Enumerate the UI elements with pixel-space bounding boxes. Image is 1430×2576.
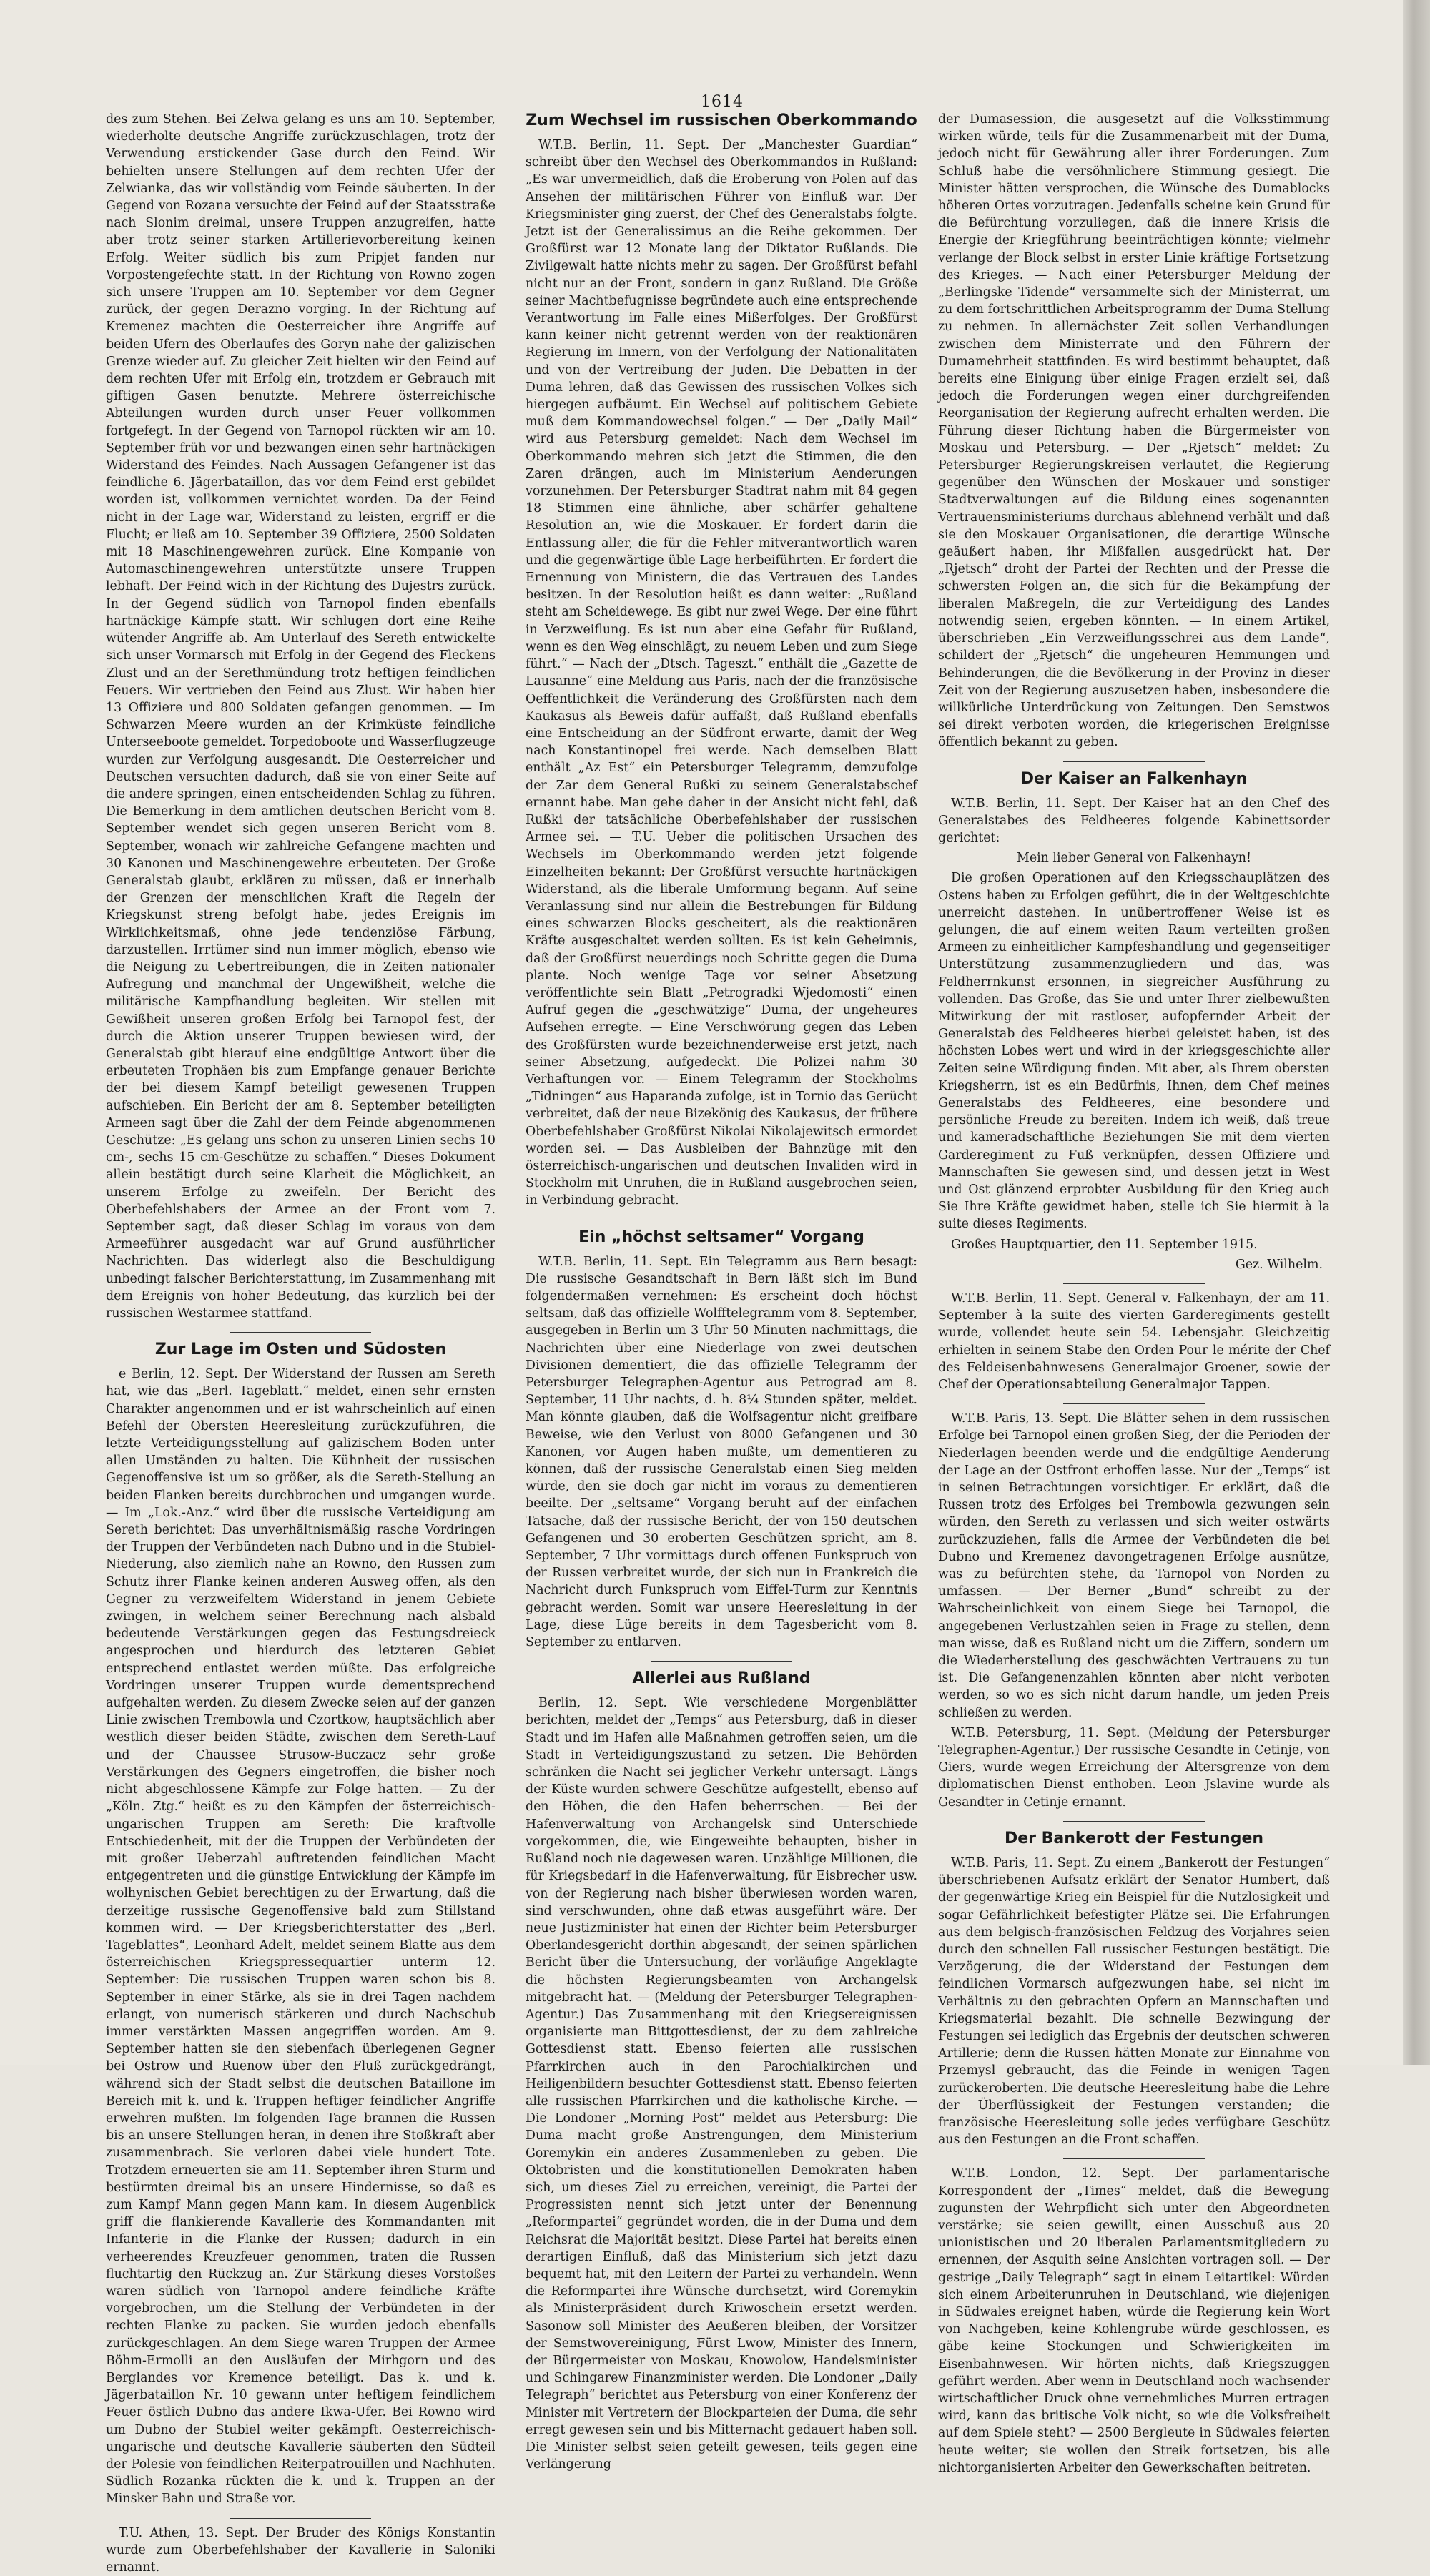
column-3 (938, 111, 1330, 2475)
article-paragraph: W.T.B. Berlin, 11. Sept. Der „Manchester Guardian“ schreibt über den Wechsel des Oberkommandos in Rußland: „Es war unvermeidlich, daß die Eroberung von Polen auf das Ansehen der militärischen Führer von Einfluß war. Der Kriegsminister ging zuerst, der Chef des Generalstabs folgte. Jetzt ist der Generalissimus an die Reihe gekommen. Der Großfürst war 12 Monate lang der Diktator Rußlands. Die Zivilgewalt hatte nichts mehr zu sagen. Der Großfürst befahl nicht nur an der Front, sondern in ganz Rußland. Die Größe seiner Machtbefugnisse begründete auch eine entsprechende Verantwortung im Falle eines Mißerfolges. Der Großfürst kann keiner nicht getrennt werden von der reaktionären Regierung im Innern, von der Verfolgung der Nationalitäten und von der Vertreibung der Juden. Die Debatten in der Duma lehren, daß das Gewissen des russischen Volkes sich hiergegen aufbäumt. Ein Wechsel auf politischem Gebiete muß dem Kommandowechsel folgen.“ — Der „Daily Mail“ wird aus Petersburg gemeldet: Nach dem Wechsel im Oberkommando mehren sich jetzt die Stimmen, die den Zaren drängen, auch im Ministerium Aenderungen vorzunehmen. Der Petersburger Stadtrat nahm mit 84 gegen 18 Stimmen eine ähnliche, aber schärfer gehaltene Resolution an, wie die Moskauer. Er fordert darin die Entlassung aller, die für die Fehler mitverantwortlich waren und die gegenwärtige üble Lage herbeiführten. Er fordert die Ernennung von Ministern, die das Vertrauen des Landes besitzen. In der Resolution heißt es dann weiter: „Rußland steht am Scheidewege. Es gibt nur zwei Wege. Der eine führt in Verzweiflung. Es ist nun aber eine Gefahr für Rußland, wenn es den Weg einschlägt, zu neuem Leben und zum Siege führt.“ — Nach der „Dtsch. Tageszt.“ enthält die „Gazette de Lausanne“ eine Meldung aus Paris, nach der die französische Oeffentlichkeit die Veränderung des Großfürsten nach dem Kaukasus als Beweis dafür auffaßt, daß Rußland ebenfalls eine Entscheidung an der Südfront erwarte, damit der Weg nach Konstantinopel frei werde. Nach demselben Blatt enthält „Az Est“ ein Petersburger Telegramm, demzufolge der Zar dem General Rußki zu seinem Generalstabschef ernannt habe. Man gehe daher in der Ansicht nicht fehl, daß Rußki der tatsächliche Oberbefehlshaber der russischen Armee sei. — T.U. Ueber die politischen Ursachen des Wechsels im Oberkommando werden jetzt folgende Einzelheiten bekannt: Der Großfürst versuchte hartnäckigen Widerstand, als die liberale Umformung begann. Auf seine Veranlassung sind nur allein die Bestrebungen für Bildung eines schwarzen Blocks gescheitert, als die reaktionären Kräfte ausgeschaltet werden sollten. Es ist kein Geheimnis, daß der Großfürst neuerdings noch Schritte gegen die Duma plante. Noch wenige Tage vor seiner Absetzung veröffentlichte sein Blatt „Petrogradki Wjedomosti“ einen Aufruf gegen die „geschwätzige“ Duma, der ungeheures Aufsehen erregte. — Eine Verschwörung gegen das Leben des Großfürsten wurde bezeichnenderweise erst jetzt, nach seiner Absetzung, aufgedeckt. Die Polizei nahm 30 Verhaftungen vor. — Einem Telegramm der Stockholms „Tidningen“ aus Haparanda zufolge, ist in Tornio das Gerücht verbreitet, daß der neue Bizekönig des Kaukasus, der frühere Oberbefehlshaber Großfürst Nikolai Nikolajewitsch ermordet worden sei. — Das Ausbleiben der Bahnzüge mit den österreichisch-ungarischen und deutschen Invaliden wird in Stockholm mit Unruhen, die in Rußland ausgebrochen seien, in Verbindung gebracht. (526, 138, 917, 1208)
page-number: 1614 (701, 93, 744, 111)
section-divider (1063, 1283, 1204, 1284)
letter-signature: Gez. Wilhelm. (1235, 1257, 1323, 1272)
column-1 (106, 111, 495, 2575)
article-paragraph: W.T.B. Petersburg, 11. Sept. (Meldung der Petersburger Telegraphen-Agentur.) Der russische Gesandte in Cetinje, von Giers, wurde wegen Erreichung der Altersgrenze von dem diplomatischen Dienst enthoben. Leon Jslavine wurde als Gesandter in Cetinje ernannt. (938, 1725, 1330, 1810)
article-paragraph: W.T.B. London, 12. Sept. Der parlamentarische Korrespondent der „Times“ meldet, daß die Bewegung zugunsten der Wehrpflicht sich unter den Abgeordneten verstärke; sie seien gewillt, einen Ausschuß aus 20 unionistischen und 20 liberalen Parlamentsmitgliedern zu ernennen, der Asquith seine Ansichten vortragen soll. — Der gestrige „Daily Telegraph“ sagt in einem Leitartikel: Würden sich einem Arbeiterunruhen in Deutschland, wie diejenigen in Südwales ereignet haben, würde die Regierung kein Wort von Nachgeben, keine Kohlengrube würde geschlossen, es gäbe keine Stockungen und Schwierigkeiten im Eisenbahnwesen. Wir hörten nichts, daß Kriegszuggen geführt werden. Aber wenn in Deutschland noch wachsender wirtschaftlicher Druck ohne vernehmliches Murren ertragen wird, kann das britische Volk nicht, so wie die Volksfreiheit auf dem Spiele steht? — 2500 Bergleute in Südwales feierten heute weiter; sie wollen den Streik fortsetzen, bis alle nichtorganisierten Arbeiter den Gewerkschaften beitreten. (938, 2166, 1330, 2475)
section-divider (1063, 1403, 1204, 1404)
headline-lage-osten: Zur Lage im Osten und Südosten (154, 1341, 447, 1359)
article-paragraph: W.T.B. Paris, 11. Sept. Zu einem „Bankerott der Festungen“ überschriebenen Aufsatz erklärt der Senator Humbert, daß der gegenwärtige Krieg ein Beispiel für die Nutzlosigkeit und sogar Gefährlichkeit befestigter Plätze sei. Die Erfahrungen aus dem belgisch-französischen Feldzug des Vorjahres seien durch den schnellen Fall russischer Festungen bestätigt. Die Verzögerung, die der Widerstand der Festungen dem feindlichen Vormarsch aufgezwungen habe, sei nicht im Verhältnis zu den gebrachten Opfern an Mannschaften und Kriegsmaterial bezahlt. Die schnelle Bezwingung der Festungen sei lediglich das Ergebnis der deutschen schweren Artillerie; denn die Russen hätten Monate zur Einnahme von Przemysl gebraucht, das die Feinde in wenigen Tagen zurückeroberten. Die deutsche Heeresleitung habe die Lehre der Überflüssigkeit der Festungen verstanden; die französische Heeresleitung solle jedes verfügbare Geschütz aus den Festungen an die Front schaffen. (938, 1855, 1330, 2148)
col3-continuation-text: der Dumasession, die ausgesetzt auf die Volksstimmung wirken würde, teils für die Zusammenarbeit mit der Duma, jedoch nicht für Gewährung aller ihrer Forderungen. Zum Schluß habe die versöhnlichere Stimmung gesiegt. Die Minister hätten versprochen, die Wünsche des Dumablocks höheren Ortes vorzutragen. Jedenfalls scheine kein Grund für die Befürchtung vorzuliegen, daß die innere Krisis die Energie der Kriegführung beeinträchtigen könnte; vielmehr verlange der Block selbst in erster Linie kräftige Fortsetzung des Krieges. — Nach einer Petersburger Meldung der „Berlingske Tidende“ versammelte sich der Ministerrat, um zu dem fortschrittlichen Arbeitsprogramm der Duma Stellung zu nehmen. In allernächster Zeit sollen Verhandlungen zwischen dem Ministerrate und den Führern der Dumamehrheit stattfinden. Es wird bestimmt behauptet, daß bereits eine Einigung über einige Fragen erzielt sei, daß jedoch die Forderungen wegen einer durchgreifenden Reorganisation der Regierung aufrecht erhalten werden. Die Führung dieser Richtung haben die Bürgermeister von Moskau und Petersburg. — Der „Rjetsch“ meldet: Zu Petersburger Regierungskreisen verlautet, die Regierung gegenüber den Wünschen der Moskauer und sonstiger Stadtverwaltungen auf die Bildung eines sogenannten Vertrauensministeriums durchaus ablehnend verhält und daß sie den Moskauer Organisationen, die derartige Wünsche geäußert haben, ihr Mißfallen ausgedrückt hat. Der „Rjetsch“ droht der Partei der Rechten und der Presse die schwersten Folgen an, die sich für die Bekämpfung der liberalen Maßregeln, die zur Verteidigung des Landes notwendig seien, ergeben könnten. — In einem Artikel, überschrieben „Ein Verzweiflungsschrei aus dem Lande“, schildert der „Rjetsch“ die ungeheuren Hemmungen und Behinderungen, die die Bevölkerung in der Provinz in dieser Zeit von der Regierung auszusetzen haben, insbesondere die willkürliche Unterdrückung von Zeitungen. Den Semstwos sei direkt verboten worden, die kriegerischen Ereignisse öffentlich bekannt zu geben. (938, 112, 1330, 750)
article-paragraph: e Berlin, 12. Sept. Der Widerstand der Russen am Sereth hat, wie das „Berl. Tageblatt.“ meldet, einen sehr ernsten Charakter angenommen und er ist wahrscheinlich auf einen Befehl der Obersten Heeresleitung zurückzuführen, die letzte Verteidigungsstellung auf galizischem Boden unter allen Umständen zu halten. Die Kühnheit der russischen Gegenoffensive ist um so größer, als die Sereth-Stellung an beiden Flanken bereits durchbrochen und umgangen wurde. — Im „Lok.-Anz.“ wird über die russische Verteidigung am Sereth berichtet: Das unverhältnismäßig rasche Vordringen der Truppen der Verbündeten nach Dubno und in die Stubiel-Niederung, also ziemlich nahe an Rowno, den Russen zum Schutz ihrer Flanke keinen anderen Ausweg offen, als den Gegner zu verzweifeltem Widerstand in jenem Gebiete zwingen, in welchem seiner Berechnung nach alsbald bedeutende Verstärkungen gegen das Festungsdreieck angesprochen und hierdurch des letzteren Gebiet entsprechend entlastet werden müßte. Das erfolgreiche Vordringen unserer Truppen wurde dementsprechend aufgehalten werden. Zu diesem Zwecke seien auf der ganzen Linie zwischen Trembowla und Czortkow, hauptsächlich aber westlich dieser beiden Städte, zwischen dem Sereth-Lauf und der Chaussee Strusow-Buczacz sehr große Verstärkungen des Gegners eingetroffen, die bisher noch nicht abgeschlossene Kämpfe zur Folge hatten. — Zu der „Köln. Ztg.“ heißt es zu den Kämpfen der österreichisch-ungarischen Truppen am Sereth: Die kraftvolle Entschiedenheit, mit der die Truppen der Verbündeten der mit großer Ueberzahl auftretenden feindlichen Macht entgegentreten und die günstige Entwicklung der Kämpfe im wolhynischen Gebiet berechtigen zu der Erwartung, daß die derzeitige russische Gegenoffensive bald zum Stillstand kommen wird. — Der Kriegsberichterstatter des „Berl. Tageblattes“, Leonhard Adelt, meldet seinem Blatte aus dem österreichischen Kriegspressequartier unterm 12. September: Die russischen Truppen waren schon bis 8. September in einer Stärke, als sie in drei Tagen nachdem erlangt, von numerisch stärkeren und durch Nachschub immer verstärkten Massen angegriffen worden. Am 9. September hatten sie den siebenfach überlegenen Gegner bei Ostrow und Ruenow über den Fluß zurückgedrängt, während sich der Stadt selbst die deutschen Bataillone im Bereich mit k. und k. Truppen heftiger feindlicher Angriffe erwehren mußten. Im folgenden Tage brannen die Russen bis an unsere Stellungen heran, in denen ihre Stoßkraft aber zusammenbrach. Sie verloren dabei viele hundert Tote. Trotzdem erneuerten sie am 11. September ihren Sturm und bestürmten dreimal bis an unsere Hindernisse, so daß es zum Kampf Mann gegen Mann kam. In diesem Augenblick griff die flankierende Kavallerie des Kommandanten mit Infanterie in die Flanke der Russen; dadurch in ein verheerendes Kreuzfeuer genommen, traten die Russen fluchtartig den Rückzug an. Zur Stärkung dieses Vorstoßes waren südlich von Tarnopol andere feindliche Kräfte vorgebrochen, um die Stellung der Verbündeten in der rechten Flanke zu packen. Sie wurden jedoch ebenfalls zurückgeschlagen. An dem Siege waren Truppen der Armee Böhm-Ermolli an den Ausläufen der Mirhgorn und des Berglandes vor Kremence beteiligt. Das k. und k. Jägerbataillon Nr. 10 gewann unter heftigem feindlichem Feuer östlich Dubno das andere Ikwa-Ufer. Bei Rowno wird um Dubno der Stubiel weiter gekämpft. Oesterreichisch-ungarische und deutsche Kavallerie säuberten den Südteil der Polesie von feindlichen Reiterpatrouillen und Nachhuten. Südlich Rozanka rückten die k. und k. Truppen an der Minsker Bahn und Straße vor. (106, 1367, 495, 2507)
section-divider (651, 1661, 792, 1662)
col1-intro-text: des zum Stehen. Bei Zelwa gelang es uns am 10. September, wiederholte deutsche Angriffe zurückzuschlagen, trotz der Verwendung erstickender Gase durch den Feind. Wir behielten unsere Stellungen auf dem rechten Ufer der Zelwianka, das wir vollständig vom Feinde säuberten. In der Gegend von Rozana versuchte der Feind auf der Staatsstraße nach Slonim dreimal, unsere Truppen anzugreifen, hatte aber trotz seiner starken Artillerievorbereitung keinen Erfolg. Weiter südlich bis zum Pripjet fanden nur Vorpostengefechte statt. In der Richtung von Rowno zogen sich unsere Truppen am 10. September vor dem Gegner zurück, der gegen Derazno vorging. In der Richtung auf Kremenez machten die Oesterreicher ihre Angriffe auf beiden Ufern des Oberlaufes des Goryn nahe der galizischen Grenze wieder auf. Zu gleicher Zeit hielten wir den Feind auf dem rechten Ufer mit Erfolg ein, trotzdem er Gebrauch mit giftigen Gasen benutzte. Mehrere österreichische Abteilungen wurden durch unser Feuer vollkommen fortgefegt. In der Gegend von Tarnopol rückten wir am 10. September früh vor und bezwangen einen sehr hartnäckigen Widerstand des Feindes. Nach Aussagen Gefangener ist das feindliche 6. Jägerbataillon, das vor dem Feind erst gebildet worden ist, vollkommen vernichtet worden. Da der Feind nicht in der Lage war, Widerstand zu leisten, ergriff er die Flucht; er ließ am 10. September 39 Offiziere, 2500 Soldaten mit 18 Maschinengewehren zurück. Eine Kompanie von Automaschinengewehren unterstützte unsere Truppen lebhaft. Der Feind wich in der Richtung des Dujestrs zurück. In der Gegend südlich von Tarnopol finden ebenfalls hartnäckige Kämpfe statt. Wir schlugen dort eine Reihe wütender Angriffe ab. Am Unterlauf des Sereth entwickelte sich unser Vormarsch mit Erfolg in der Gegend des Fleckens Zlust und an der Serethmündung trotz heftigen feindlichen Feuers. Wir vertrieben den Feind aus Zlust. Wir haben hier 13 Offiziere und 800 Soldaten gefangen genommen. — Im Schwarzen Meere wurden an der Krimküste feindliche Unterseeboote gemeldet. Torpedoboote und Wasserflugzeuge wurden zur Verfolgung ausgesandt. Die Oesterreicher und Deutschen versuchten dadurch, daß sie von einer Seite auf die andere springen, einen entscheidenden Schlag zu führen. Die Bemerkung in dem amtlichen deutschen Bericht vom 8. September wendet sich gegen unseren Bericht vom 8. September, wonach wir zahlreiche Gefangene machten und 30 Kanonen und Maschinengewehre erbeuteten. Der Große Generalstab glaubt, erklären zu müssen, daß er innerhalb der Grenzen der menschlichen Kraft die Regeln der Kriegskunst streng befolgt habe, jedes Ereignis im Wirklichkeitsmaß, ohne jede tendenziöse Färbung, darzustellen. Irrtümer sind nun immer möglich, ebenso wie die Neigung zu Uebertreibungen, die in Zeiten nationaler Aufregung und manchmal der Ungewißheit, welche die militärische Kampfhandlung begleiten. Wir stellen mit Gewißheit unseren großen Erfolg bei Tarnopol fest, der durch die Aktion unserer Truppen bewiesen wird, der Generalstab gibt hierauf eine endgültige Antwort über die erbeuteten Trophäen bis zum Empfange genauer Berichte der bei diesem Kampf beteiligt gewesenen Truppen aufschieben. Ein Bericht der am 8. September beteiligten Armeen sagt über die Zahl der dem Feinde abgenommenen Geschütze: „Es gelang uns schon zu unseren Linien sechs 10 cm-, sechs 15 cm-Geschütze zu schaffen.“ Dieses Dokument allein bestätigt durch seine Klarheit die Möglichkeit, an unserem Erfolge zu zweifeln. Der Bericht des Oberbefehlshabers der Armee an der Front vom 7. September sagt, daß dieser Schlag im voraus von dem Armeeführer ausgedacht war auf Grund ausführlicher Nachrichten. Das widerlegt also die Beschuldigung unbedingt falscher Berichterstattung, im Zusammenhang mit dem Ereignis von hoher Bedeutung, das kürzlich bei der russischen Westarmee stattfand. (106, 112, 495, 1321)
section-divider (230, 2518, 370, 2519)
headline-allerlei-russland: Allerlei aus Rußland (632, 1669, 811, 1688)
column-2 (526, 111, 917, 2472)
article-paragraph: W.T.B. Berlin, 11. Sept. Ein Telegramm aus Bern besagt: Die russische Gesandtschaft in Bern läßt sich im Bund folgendermaßen vernehmen: Es erscheint doch höchst seltsam, daß das offizielle Wolfftelegramm vom 8. September, ausgegeben in Berlin um 3 Uhr 50 Minuten nachmittags, die Nachrichten über eine Niederlage von zwei deutschen Divisionen dementiert, die das offizielle Telegramm der Petersburger Telegraphen-Agentur aus Petrograd am 8. September, 11 Uhr nachts, d. h. 8¼ Stunden später, meldet. Man könnte glauben, daß die Wolfsagentur nicht greifbare Beweise, wie den Verlust von 8000 Gefangenen und 30 Kanonen, vor Augen haben mußte, um dementieren zu können, daß der russische Generalstab einen Sieg melden würde, den sie doch gar nicht im voraus zu dementieren beeilte. Der „seltsame“ Vorgang beruht auf der einfachen Tatsache, daß der russische Bericht, der von 150 deutschen Gefangenen und 30 eroberten Geschützen spricht, am 8. September, 7 Uhr vormittags durch offenen Funkspruch von der Russen verbreitet wurde, der sich nun in Frankreich die Nachricht durch Funkspruch vom Eiffel-Turm zur Kenntnis gebracht werden. Somit war unsere Heeresleitung in der Lage, diese Lüge bereits in dem Tagesbericht vom 8. September zu entlarven. (526, 1254, 917, 1650)
letter-salutation: Mein lieber General von Falkenhayn! (1017, 851, 1251, 866)
headline-wechsel-oberkommando: Zum Wechsel im russischen Oberkommando (526, 112, 917, 129)
headline-seltsamer-vorgang: Ein „höchst seltsamer“ Vorgang (578, 1228, 864, 1246)
article-paragraph: Berlin, 12. Sept. Wie verschiedene Morgenblätter berichten, meldet der „Temps“ aus Petersburg, daß in dieser Stadt und im Hafen alle Maßnahmen getroffen seien, um die Stadt in Verteidigungszustand zu setzen. Die Behörden schränken die Nacht sei jeglicher Verkehr untersagt. Längs der Küste wurden schwere Geschütze aufgestellt, ebenso auf den Höhen, die den Hafen beherrschen. — Bei der Hafenverwaltung von Archangelsk sind Unterschiede vorgekommen, die, wie Eingeweihte behaupten, bisher in Rußland noch nie dagewesen waren. Unzählige Millionen, die für Kriegsbedarf in die Hafenverwaltung, für Eisbrecher usw. von der Regierung nach bisher überwiesen worden waren, sind verschwunden, ohne daß etwas ausgeführt wäre. Der neue Justizminister hat einen der Richter beim Petersburger Oberlandesgericht dorthin abgesandt, der seinen spärlichen Bericht über die Untersuchung, der vorläufige Angeklagte die höchsten Regierungsbeamten von Archangelsk mitgebracht hat. — (Meldung der Petersburger Telegraphen-Agentur.) Das Zusammenhang mit den Kriegsereignissen organisierte man Bittgottesdienst, der zu dem zahlreiche Gottesdienst statt. Ebenso feierten alle russischen Pfarrkirchen auch in den Parochialkirchen und Heiligenbildern besuchter Gottesdienst statt. Ebenso feierten alle russischen Pfarrkirchen und die katholische Kirche. — Die Londoner „Morning Post“ meldet aus Petersburg: Die Duma macht große Anstrengungen, dem Ministerium Goremykin ein anderes Zusammenleben zu geben. Die Oktobristen und die konstitutionellen Demokraten haben sich, um dieses Ziel zu erreichen, vereinigt, die Partei der Progressisten nennt sich jetzt unter der Benennung „Reformpartei“ gegründet worden, die in der Duma und dem Reichsrat die Majorität besitzt. Diese Partei hat bereits einen derartigen Einfluß, daß das Ministerium sich jetzt dazu bequemt hat, mit den Leitern der Partei zu verhandeln. Wenn die Reformpartei ihre Wünsche durchsetzt, wird Goremykin als Ministerpräsident durch Kriwoschein ersetzt werden. Sasonow soll Minister des Aeußeren bleiben, der Vorsitzer der Semstwovereinigung, Fürst Lwow, Minister des Innern, der Bürgermeister von Moskau, Knowolow, Handelsminister und Schingarew Finanzminister werden. Die Londoner „Daily Telegraph“ berichtet aus Petersburg von einer Konferenz der Minister mit Vertretern der Blockparteien der Duma, die sehr erregt gewesen sein und bis Mitternacht gedauert haben soll. Die Minister selbst seien geteilt gewesen, teils gegen eine Verlängerung (526, 1696, 917, 2472)
section-divider (1063, 761, 1204, 762)
section-divider (1063, 2158, 1204, 2159)
page-binding-edge (1403, 0, 1430, 2065)
article-paragraph: W.T.B. Berlin, 11. Sept. Der Kaiser hat an den Chef des Generalstabes des Feldheeres folgende Kabinettsorder gerichtet: (938, 796, 1330, 845)
letter-dateline: Großes Hauptquartier, den 11. September 1915. (951, 1237, 1258, 1252)
section-divider (1063, 1821, 1204, 1822)
article-paragraph: W.T.B. Berlin, 11. Sept. General v. Falkenhayn, der am 11. September à la suite des vierten Garderegiments gestellt wurde, vollendet heute sein 54. Lebensjahr. Gleichzeitig erhielten in seinem Stabe den Orden Pour le mérite der Chef des Feldeisenbahnwesens Generalmajor Groener, sowie der Chef der Operationsabteilung Generalmajor Tappen. (938, 1291, 1330, 1393)
section-divider (230, 1332, 370, 1333)
article-paragraph: W.T.B. Paris, 13. Sept. Die Blätter sehen in dem russischen Erfolge bei Tarnopol einen großen Sieg, der die Perioden der Niederlagen beenden werde und die endgültige Aenderung der Lage an der Ostfront erhoffen lasse. Nur der „Temps“ ist in seinen Betrachtungen vorsichtiger. Er erklärt, daß die Russen trotz des Erfolges bei Trembowla gezwungen sein würden, den Sereth zu verlassen und sich weiter ostwärts zurückzuziehen, falls die Armee der Verbündeten die bei Dubno und Kremenez davongetragenen Erfolge ausnütze, was zu befürchten stehe, da Tarnopol von Norden zu umfassen. — Der Berner „Bund“ schreibt zu der Wahrscheinlichkeit von einem Siege bei Tarnopol, die angegebenen Verlustzahlen seien in Frage zu stellen, denn man wisse, daß es Rußland nicht um die Ziffern, sondern um die Wiederherstellung des geschwächten Vertrauens zu tun ist. Die Gefangenenzahlen könnten aber nicht verboten werden, so wo es sich nicht darum handle, um jeden Preis schließen zu werden. (938, 1411, 1330, 1720)
article-paragraph: Die großen Operationen auf den Kriegsschauplätzen des Ostens haben zu Erfolgen geführt, die in der Weltgeschichte unerreicht dastehen. In unübertroffener Weise ist es gelungen, die auf einem weiten Raum verteilten großen Armeen zu einheitlicher Kampfeshandlung und gegenseitiger Unterstützung zusammenzugliedern und das, was Feldherrnkunst ersonnen, in siegreicher Ausführung zu vollenden. Das Große, das Sie und unter Ihrer zielbewußten Mitwirkung der mit rastloser, aufopfernder Arbeit der Generalstab des Feldheeres hierbei geleistet haben, ist des höchsten Lobes wert und wird in der kriegsgeschichte aller Zeiten seine Würdigung finden. Mit aber, als Ihrem obersten Kriegsherrn, ist es ein Bedürfnis, Ihnen, dem Chef meines Generalstabs des Feldheeres, eine besondere und persönliche Freude zu bereiten. Indem ich weiß, daß treue und kameradschaftliche Beziehungen Sie mit dem vierten Garderegiment zu Fuß verknüpfen, dessen Offiziere und Mannschaften Sie gewesen sind, und dessen jetzt in West und Ost glänzend erprobter Ausbildung für den Krieg auch Sie Ihre Kräfte gewidmet haben, stelle ich Sie hiermit à la suite dieses Regiments. (938, 871, 1330, 1232)
headline-bankerott-festungen: Der Bankerott der Festungen (1004, 1829, 1264, 1847)
headline-kaiser-falkenhayn: Der Kaiser an Falkenhayn (1020, 769, 1248, 788)
article-paragraph: T.U. Athen, 13. Sept. Der Bruder des Königs Konstantin wurde zum Oberbefehlshaber der Kavallerie in Saloniki ernannt. (106, 2525, 495, 2575)
